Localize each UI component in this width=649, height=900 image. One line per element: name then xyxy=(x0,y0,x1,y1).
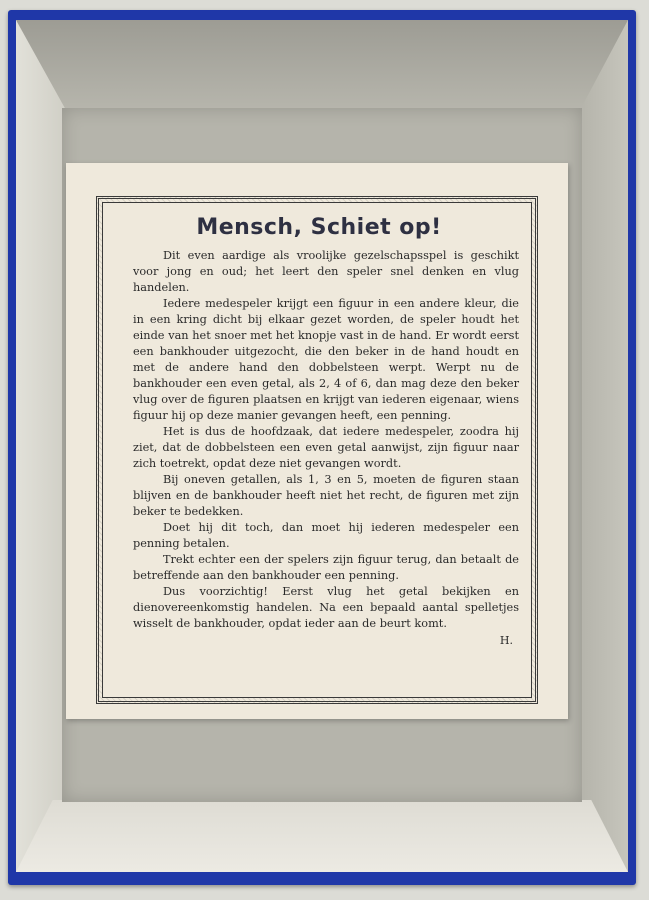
rule-paragraph-main-point: Het is dus de hoofdzaak, dat iedere medespeler, zoodra hij ziet, dat de dobbelsteen een even getal aanwijst, zijn figuur naar zich toetrekt, opdat deze niet gevangen wordt. xyxy=(133,425,519,470)
decorative-border xyxy=(96,196,538,704)
rule-paragraph-penalty: Doet hij dit toch, dan moet hij iederen medespeler een penning betalen. xyxy=(133,521,519,550)
rule-paragraph-setup: Iedere medespeler krijgt een figuur in een andere kleur, die in een kring dicht bij elkaar gezet worden, de speler houdt het einde van het snoer met het knopje vast in de hand. Er wordt eerst een bankhouder uitgezocht, die den beker in de hand houdt en met de andere hand den dobbelsteen werpt. Werpt nu de bankhouder een even getal, als 2, 4 of 6, dan mag deze den beker vlug over de figuren plaatsen en krijgt van iederen eigenaar, wiens figuur hij op deze manier gevangen heeft, een penning. xyxy=(133,297,519,422)
rule-paragraph-conclusion: Dus voorzichtig! Eerst vlug het getal bekijken en dienovereenkomstig handelen. Na een bepaald aantal spelletjes wisselt de bankhouder, opdat ieder aan de beurt komt. xyxy=(133,585,519,630)
box-wall-right xyxy=(578,20,628,872)
rule-paragraph-intro: Dit even aardige als vroolijke gezelschapsspel is geschikt voor jong en oud; het leert den speler snel denken en vlug handelen. xyxy=(133,249,519,294)
box-wall-top xyxy=(16,20,628,112)
rule-paragraph-odd-numbers: Bij oneven getallen, als 1, 3 en 5, moeten de figuren staan blijven en de bankhouder heeft niet het recht, de figuren met zijn beker te bedekken. xyxy=(133,473,519,518)
box-wall-bottom xyxy=(16,800,628,872)
sheet-content xyxy=(102,202,532,698)
rule-paragraph-early-pull: Trekt echter een der spelers zijn figuur terug, dan betaalt de betreffende aan den bankhouder een penning. xyxy=(133,553,519,582)
game-title: Mensch, Schiet op! xyxy=(196,215,442,240)
box-wall-left xyxy=(16,20,68,872)
instruction-sheet xyxy=(66,163,568,719)
signature: H. xyxy=(499,634,513,647)
